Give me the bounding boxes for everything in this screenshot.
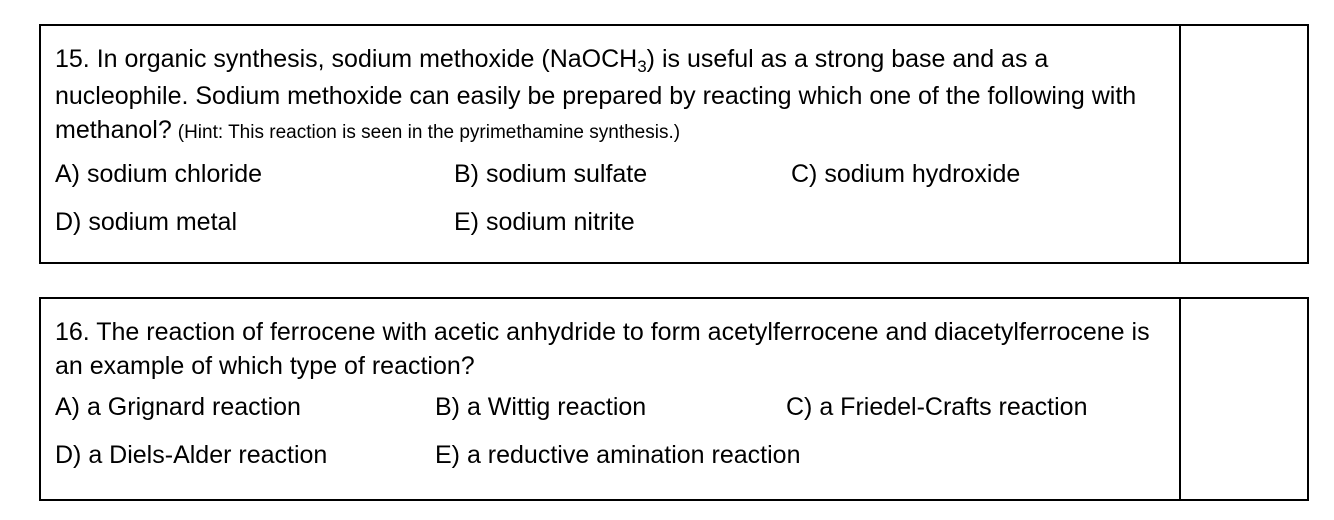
question-15-option-d[interactable]: D) sodium metal: [55, 208, 237, 236]
question-16-option-d[interactable]: D) a Diels-Alder reaction: [55, 441, 328, 469]
question-16-option-b[interactable]: B) a Wittig reaction: [435, 393, 647, 421]
question-16-option-c[interactable]: C) a Friedel-Crafts reaction: [786, 393, 1088, 421]
question-15-option-c[interactable]: C) sodium hydroxide: [791, 160, 1021, 188]
question-15-stem: [55, 42, 1165, 150]
question-16-body: [41, 299, 1179, 499]
question-16-stem: 16. The reaction of ferrocene with acetic anhydride to form acetylferrocene and diacetylferrocene is an example of which type of reaction?: [55, 318, 1150, 380]
question-15-option-a[interactable]: A) sodium chloride: [55, 160, 263, 188]
question-15-option-e[interactable]: E) sodium nitrite: [454, 208, 635, 236]
question-15-body: [41, 26, 1179, 262]
question-15-stem-part1: 15. In organic synthesis, sodium methoxide (NaOCH: [55, 45, 638, 73]
question-15-option-b[interactable]: B) sodium sulfate: [454, 160, 648, 188]
question-16-options-row-2: [55, 431, 1165, 479]
question-16-option-a[interactable]: A) a Grignard reaction: [55, 393, 301, 421]
question-16: [39, 297, 1309, 501]
question-15-options-row-2: [55, 198, 1165, 246]
question-16-options-row-1: [55, 383, 1165, 431]
question-16-option-e[interactable]: E) a reductive amination reaction: [435, 441, 801, 469]
question-16-answer-box[interactable]: [1179, 299, 1307, 499]
question-15: [39, 24, 1309, 264]
question-15-stem-subscript: 3: [637, 57, 647, 76]
question-15-options-row-1: [55, 150, 1165, 198]
question-15-stem-part2: ) is useful as a strong base and as a nucleophile. Sodium methoxide can easily be prepared by reacting which one of the following with methanol?: [55, 45, 1137, 144]
question-15-hint: (Hint: This reaction is seen in the pyrimethamine synthesis.): [177, 122, 681, 143]
question-15-answer-box[interactable]: [1179, 26, 1307, 262]
